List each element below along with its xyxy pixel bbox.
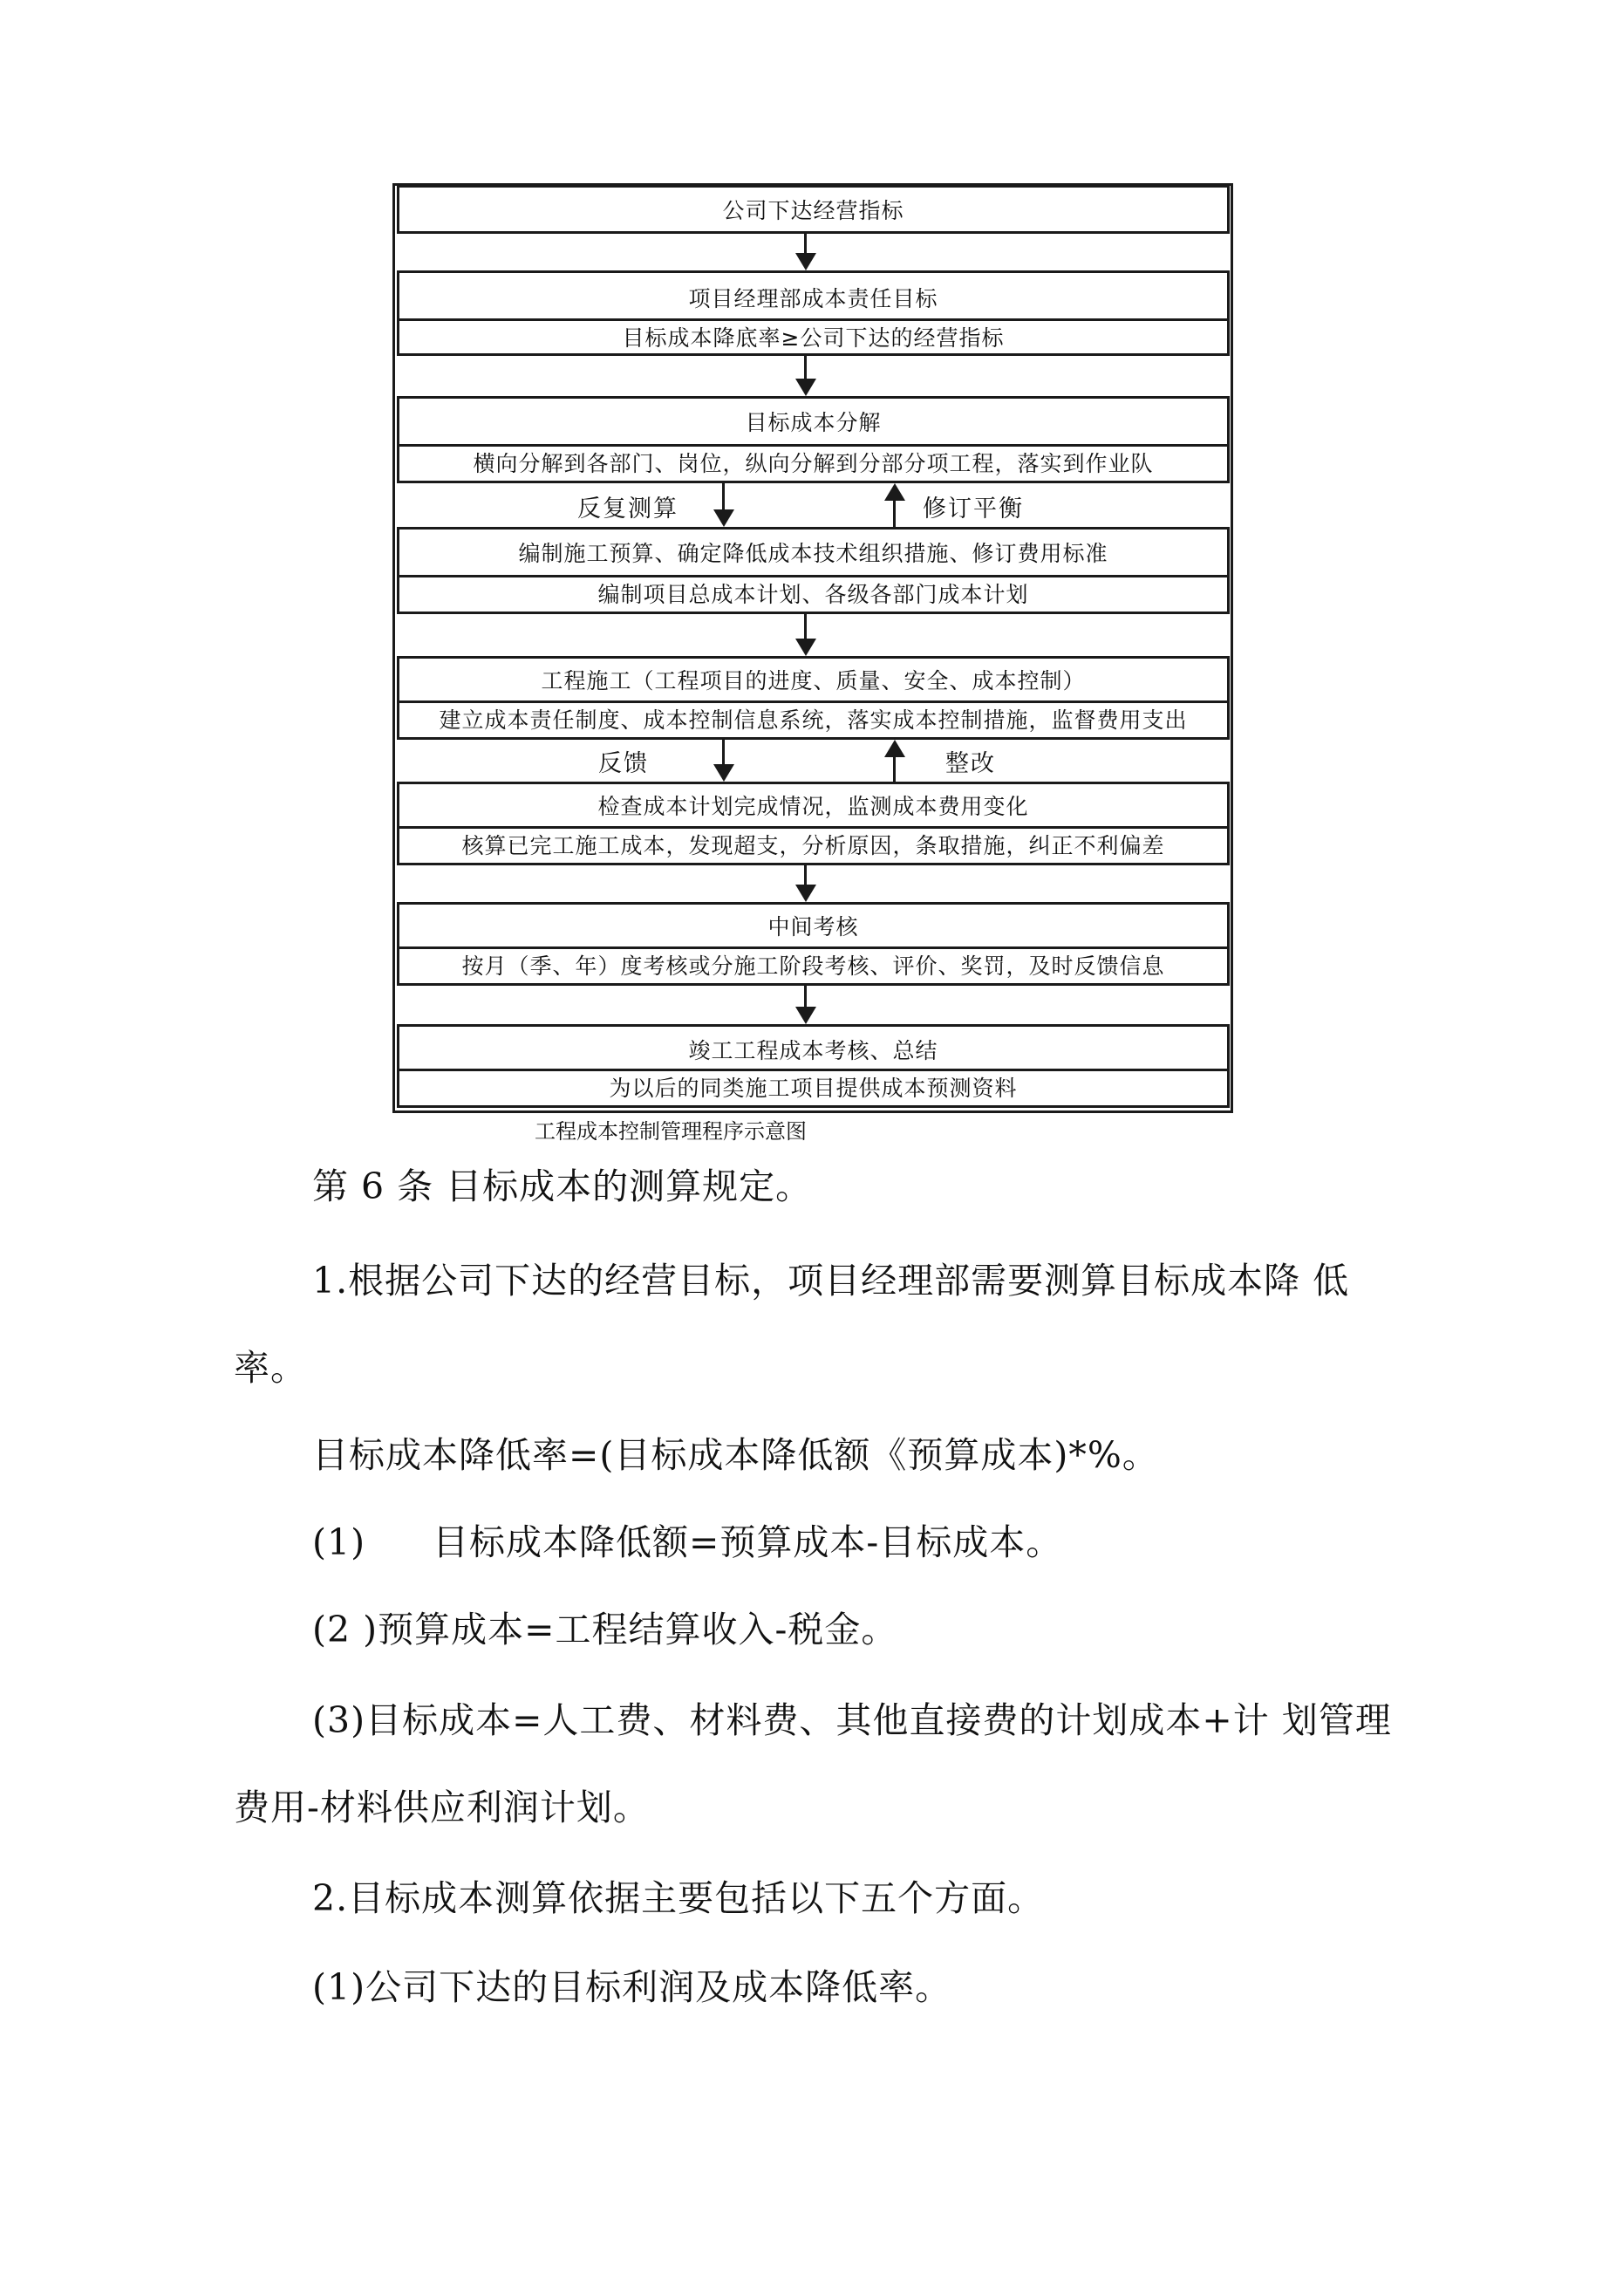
flow-box-5-line-2: 建立成本责任制度、成本控制信息系统，落实成本控制措施，监督费用支出 — [399, 700, 1227, 738]
flow-box-4 — [397, 527, 1230, 614]
arrow-down-loop-1 — [713, 483, 734, 527]
flow-box-5-line-1: 工程施工（工程项目的进度、质量、安全、成本控制） — [541, 668, 1086, 694]
flow-box-8-line-1: 竣工工程成本考核、总结 — [688, 1038, 938, 1063]
arrow-down-7 — [795, 986, 816, 1024]
flow-box-3-line-1: 目标成本分解 — [745, 410, 882, 435]
flow-box-6-line-1: 检查成本计划完成情况，监测成本费用变化 — [597, 794, 1029, 819]
flow-box-7 — [397, 902, 1230, 986]
flow-box-4-line-2: 编制项目总成本计划、各级各部门成本计划 — [399, 575, 1227, 612]
flow-box-7-line-1: 中间考核 — [767, 914, 859, 940]
arrow-up-loop-2 — [884, 740, 905, 782]
paragraph-1-line-2: 率。 — [234, 1347, 307, 1389]
arrow-down-1 — [795, 234, 816, 270]
flow-box-6 — [397, 782, 1230, 865]
flow-box-3 — [397, 396, 1230, 483]
arrow-down-6 — [795, 865, 816, 902]
loop-label-down-1: 反复测算 — [577, 495, 679, 523]
arrow-down-loop-2 — [713, 740, 734, 782]
formula-line: 目标成本降低率=(目标成本降低额《预算成本)*%。 — [312, 1434, 1159, 1476]
arrow-down-2 — [795, 356, 816, 396]
arrow-down-4 — [795, 614, 816, 656]
item-3-line-2: 费用-材料供应利润计划。 — [234, 1787, 650, 1828]
paragraph-2: 2.目标成本测算依据主要包括以下五个方面。 — [312, 1877, 1045, 1919]
article-title: 第 6 条 目标成本的测算规定。 — [312, 1165, 813, 1207]
paragraph-2-item-1: (1)公司下达的目标利润及成本降低率。 — [312, 1966, 952, 2008]
flow-box-1-line-1: 公司下达经营指标 — [722, 198, 904, 223]
flow-box-2-line-1: 项目经理部成本责任目标 — [688, 286, 938, 311]
item-1-number: (1) — [312, 1521, 366, 1563]
item-3-line-1: (3)目标成本=人工费、材料费、其他直接费的计划成本+计 划管理 — [312, 1699, 1392, 1741]
flow-box-1 — [397, 185, 1230, 234]
flow-box-7-line-2: 按月（季、年）度考核或分施工阶段考核、评价、奖罚，及时反馈信息 — [399, 946, 1227, 984]
loop-label-up-1: 修订平衡 — [923, 495, 1024, 523]
flow-box-8-line-2: 为以后的同类施工项目提供成本预测资料 — [399, 1069, 1227, 1106]
loop-label-down-2: 反馈 — [598, 750, 649, 777]
loop-label-up-2: 整改 — [945, 750, 996, 777]
flowchart-caption: 工程成本控制管理程序示意图 — [535, 1119, 807, 1144]
flow-box-2-line-2: 目标成本降底率≥公司下达的经营指标 — [399, 318, 1227, 356]
paragraph-1-line-1: 1.根据公司下达的经营目标，项目经理部需要测算目标成本降 低 — [312, 1260, 1350, 1302]
flow-box-5 — [397, 656, 1230, 740]
item-1-text: 目标成本降低额=预算成本-目标成本。 — [433, 1521, 1063, 1563]
flow-box-2 — [397, 270, 1230, 356]
flow-box-8 — [397, 1024, 1230, 1108]
arrow-up-loop-1 — [884, 483, 905, 527]
item-2: (2 )预算成本=工程结算收入-税金。 — [312, 1609, 898, 1650]
flow-box-3-line-2: 横向分解到各部门、岗位，纵向分解到分部分项工程，落实到作业队 — [399, 444, 1227, 482]
flow-box-6-line-2: 核算已完工施工成本，发现超支，分析原因，条取措施，纠正不利偏差 — [399, 826, 1227, 864]
flow-box-4-line-1: 编制施工预算、确定降低成本技术组织措施、修订费用标准 — [518, 541, 1108, 566]
